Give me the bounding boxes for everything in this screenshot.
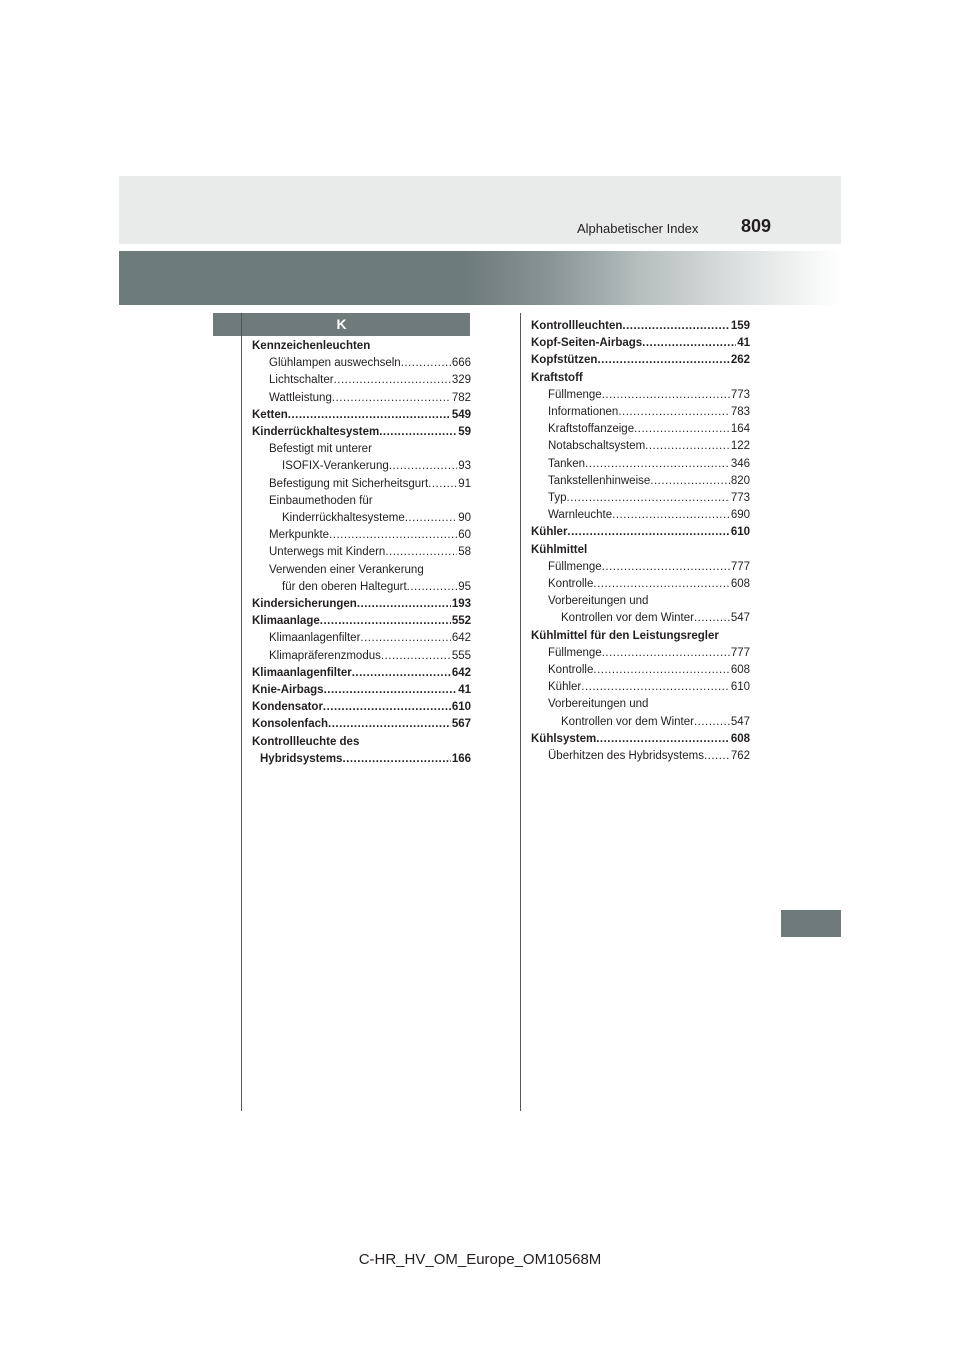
index-entry bbox=[252, 734, 471, 751]
index-entry-page: 60 bbox=[458, 529, 471, 542]
index-entry bbox=[252, 682, 471, 699]
index-entry-page: 41 bbox=[458, 684, 471, 697]
dot-leader bbox=[581, 679, 730, 696]
index-entry-label: Befestigung mit Sicherheitsgurt bbox=[269, 477, 429, 490]
index-entry-page: 610 bbox=[451, 701, 471, 714]
index-entry-label: Hybridsystems bbox=[260, 752, 343, 765]
dot-leader bbox=[324, 682, 458, 699]
chapter-side-tab bbox=[781, 910, 841, 937]
dot-leader bbox=[567, 524, 729, 541]
index-entry-label: Kondensator bbox=[252, 701, 323, 714]
index-entry-label: Einbaumethoden für bbox=[269, 494, 373, 507]
index-entry-page: 773 bbox=[730, 388, 750, 401]
index-entry-label: Überhitzen des Hybridsystems bbox=[548, 750, 704, 763]
index-entry-page: 193 bbox=[451, 598, 471, 611]
index-entry-page: 777 bbox=[730, 560, 750, 573]
dot-leader bbox=[401, 355, 451, 372]
index-entry-page: 262 bbox=[730, 354, 750, 367]
dot-leader bbox=[379, 424, 457, 441]
index-entry-label: Klimaanlagenfilter bbox=[269, 632, 361, 645]
index-entry bbox=[531, 748, 750, 765]
index-entry-page: 783 bbox=[730, 406, 750, 419]
dot-leader bbox=[320, 613, 451, 630]
dot-leader bbox=[288, 407, 451, 424]
index-entry-page: 122 bbox=[730, 440, 750, 453]
dot-leader bbox=[593, 662, 729, 679]
index-entry bbox=[531, 456, 750, 473]
index-entry bbox=[252, 716, 471, 733]
index-entry bbox=[531, 352, 750, 369]
index-entry-label: Klimapräferenzmodus bbox=[269, 649, 381, 662]
index-entry bbox=[252, 441, 471, 458]
index-entry-page: 555 bbox=[451, 649, 471, 662]
dot-leader bbox=[694, 714, 730, 731]
index-entry-label: Notabschaltsystem bbox=[548, 440, 646, 453]
index-entry-page: 552 bbox=[451, 615, 471, 628]
index-entry-label: Kühlmittel für den Leistungsregler bbox=[531, 629, 719, 642]
dot-leader bbox=[612, 507, 730, 524]
index-entry-label: Kraftstoffanzeige bbox=[548, 423, 635, 436]
index-entry-label: Kontrolle bbox=[548, 664, 594, 677]
index-entry-label: Kopfstützen bbox=[531, 354, 598, 367]
index-entry bbox=[252, 699, 471, 716]
index-entry-page: 59 bbox=[458, 426, 471, 439]
index-column-2 bbox=[531, 318, 750, 765]
index-entry-label: Kühlmittel bbox=[531, 543, 588, 556]
index-entry bbox=[531, 610, 750, 627]
index-entry-page: 642 bbox=[451, 666, 471, 679]
dot-leader bbox=[329, 527, 457, 544]
index-entry-label: Merkpunkte bbox=[269, 529, 330, 542]
dot-leader bbox=[342, 751, 450, 768]
index-entry bbox=[252, 562, 471, 579]
index-entry-page: 90 bbox=[458, 512, 471, 525]
index-entry-page: 91 bbox=[458, 477, 471, 490]
document-code-footer: C-HR_HV_OM_Europe_OM10568M bbox=[358, 1251, 602, 1268]
index-entry-label: Lichtschalter bbox=[269, 374, 334, 387]
index-entry-page: 93 bbox=[458, 460, 471, 473]
index-entry bbox=[252, 613, 471, 630]
chapter-gradient-bar bbox=[119, 251, 841, 305]
dot-leader bbox=[385, 544, 457, 561]
dot-leader bbox=[360, 630, 450, 647]
dot-leader bbox=[602, 645, 730, 662]
index-entry-page: 159 bbox=[730, 320, 750, 332]
dot-leader bbox=[593, 576, 729, 593]
index-entry-label: Kontrollen vor dem Winter bbox=[561, 715, 694, 728]
index-entry bbox=[252, 648, 471, 665]
index-entry bbox=[531, 421, 750, 438]
section-title: Alphabetischer Index bbox=[577, 221, 699, 236]
dot-leader bbox=[407, 579, 458, 596]
index-entry-label: Kontrollleuchte des bbox=[252, 735, 360, 748]
index-entry-page: 608 bbox=[730, 578, 750, 591]
header-band bbox=[119, 176, 841, 244]
index-entry-label: Knie-Airbags bbox=[252, 684, 324, 697]
index-entry-label: Kühler bbox=[548, 681, 582, 694]
index-entry-page: 95 bbox=[458, 580, 471, 593]
index-entry-label: Klimaanlage bbox=[252, 615, 320, 628]
index-entry bbox=[252, 390, 471, 407]
dot-leader bbox=[622, 318, 729, 335]
index-entry-label: Kinderrückhaltesysteme bbox=[282, 512, 405, 525]
index-entry-label: Klimaanlagenfilter bbox=[252, 666, 352, 679]
index-entry bbox=[252, 527, 471, 544]
index-entry-page: 346 bbox=[730, 457, 750, 470]
index-entry bbox=[252, 630, 471, 647]
dot-leader bbox=[352, 665, 451, 682]
index-entry-label: Kühler bbox=[531, 526, 568, 539]
index-entry-label: Kennzeichenleuchten bbox=[252, 340, 371, 352]
index-entry-label: Kontrollleuchten bbox=[531, 320, 623, 332]
index-entry-label: Füllmenge bbox=[548, 560, 602, 573]
index-entry bbox=[252, 544, 471, 561]
index-entry-label: Wattleistung bbox=[269, 391, 332, 404]
index-entry-label: Glühlampen auswechseln bbox=[269, 357, 401, 370]
dot-leader bbox=[389, 458, 457, 475]
dot-leader bbox=[567, 490, 730, 507]
index-entry bbox=[252, 596, 471, 613]
dot-leader bbox=[585, 456, 730, 473]
index-entry-label: Kindersicherungen bbox=[252, 598, 357, 611]
dot-leader bbox=[357, 596, 451, 613]
index-entry-page: 608 bbox=[730, 664, 750, 677]
index-entry-label: Verwenden einer Verankerung bbox=[269, 563, 424, 576]
index-entry bbox=[531, 559, 750, 576]
dot-leader bbox=[704, 748, 730, 765]
index-entry-label: Kontrollen vor dem Winter bbox=[561, 612, 694, 625]
index-entry-label: Befestigt mit unterer bbox=[269, 443, 372, 456]
index-entry-page: 777 bbox=[730, 646, 750, 659]
index-entry-page: 166 bbox=[451, 752, 471, 765]
index-entry bbox=[531, 542, 750, 559]
index-entry bbox=[531, 576, 750, 593]
index-entry-label: Ketten bbox=[252, 408, 288, 421]
index-entry bbox=[531, 507, 750, 524]
index-entry-label: Typ bbox=[548, 492, 567, 505]
index-entry-label: Konsolenfach bbox=[252, 718, 329, 731]
index-entry bbox=[531, 473, 750, 490]
index-entry bbox=[252, 372, 471, 389]
index-entry bbox=[252, 458, 471, 475]
index-entry-page: 782 bbox=[451, 391, 471, 404]
dot-leader bbox=[597, 352, 729, 369]
index-entry-label: Kontrolle bbox=[548, 578, 594, 591]
index-entry-page: 547 bbox=[730, 612, 750, 625]
index-entry-page: 610 bbox=[730, 681, 750, 694]
dot-leader bbox=[405, 510, 457, 527]
index-entry-label: Warnleuchte bbox=[548, 509, 613, 522]
index-entry-label: ISOFIX-Verankerung bbox=[282, 460, 389, 473]
dot-leader bbox=[602, 559, 730, 576]
index-entry-label: Unterwegs mit Kindern bbox=[269, 546, 386, 559]
index-entry-label: Tankstellenhinweise bbox=[548, 474, 651, 487]
index-entry bbox=[252, 665, 471, 682]
column-divider-left bbox=[241, 313, 242, 1111]
index-entry bbox=[252, 407, 471, 424]
dot-leader bbox=[323, 699, 451, 716]
index-entry bbox=[531, 335, 750, 352]
dot-leader bbox=[332, 390, 451, 407]
index-entry-label: Kopf-Seiten-Airbags bbox=[531, 337, 643, 350]
index-entry bbox=[252, 338, 471, 355]
index-entry-label: Vorbereitungen und bbox=[548, 595, 649, 608]
index-entry bbox=[252, 579, 471, 596]
index-entry bbox=[531, 714, 750, 731]
dot-leader bbox=[334, 372, 451, 389]
dot-leader bbox=[428, 476, 457, 493]
index-entry-label: Vorbereitungen und bbox=[548, 698, 649, 711]
index-entry-page: 642 bbox=[451, 632, 471, 645]
index-entry-page: 549 bbox=[451, 408, 471, 421]
dot-leader bbox=[328, 716, 451, 733]
index-entry-label: Informationen bbox=[548, 406, 619, 419]
index-entry bbox=[531, 438, 750, 455]
index-entry bbox=[531, 679, 750, 696]
index-entry-label: Kinderrückhaltesystem bbox=[252, 426, 380, 439]
index-entry-page: 690 bbox=[730, 509, 750, 522]
index-entry-page: 547 bbox=[730, 715, 750, 728]
index-entry bbox=[531, 593, 750, 610]
index-entry bbox=[531, 387, 750, 404]
dot-leader bbox=[650, 473, 730, 490]
dot-leader bbox=[634, 421, 730, 438]
index-entry-page: 41 bbox=[737, 337, 750, 350]
index-entry-page: 666 bbox=[451, 357, 471, 370]
index-entry bbox=[531, 628, 750, 645]
dot-leader bbox=[642, 335, 736, 352]
index-entry bbox=[252, 493, 471, 510]
index-entry-label: Kraftstoff bbox=[531, 371, 583, 384]
index-entry-page: 762 bbox=[730, 750, 750, 763]
index-entry bbox=[531, 318, 750, 335]
index-entry-page: 608 bbox=[730, 732, 750, 745]
index-entry bbox=[252, 510, 471, 527]
index-entry bbox=[531, 696, 750, 713]
index-column-1 bbox=[252, 338, 471, 768]
index-entry bbox=[531, 645, 750, 662]
index-entry-page: 773 bbox=[730, 492, 750, 505]
index-entry bbox=[252, 355, 471, 372]
dot-leader bbox=[645, 438, 730, 455]
index-entry bbox=[531, 731, 750, 748]
index-entry bbox=[252, 751, 471, 768]
index-entry-page: 329 bbox=[451, 374, 471, 387]
index-entry-page: 567 bbox=[451, 718, 471, 731]
index-entry-label: Füllmenge bbox=[548, 388, 602, 401]
dot-leader bbox=[618, 404, 729, 421]
column-divider-middle bbox=[520, 313, 521, 1111]
index-entry-page: 820 bbox=[730, 474, 750, 487]
index-entry bbox=[252, 476, 471, 493]
index-entry bbox=[531, 404, 750, 421]
index-entry bbox=[531, 370, 750, 387]
index-entry bbox=[531, 524, 750, 541]
page-number: 809 bbox=[741, 216, 772, 236]
section-letter-tab: K bbox=[213, 313, 470, 336]
index-entry-page: 58 bbox=[458, 546, 471, 559]
index-entry-page: 610 bbox=[730, 526, 750, 539]
dot-leader bbox=[694, 610, 730, 627]
index-entry-label: für den oberen Haltegurt bbox=[282, 580, 407, 593]
index-entry-label: Tanken bbox=[548, 457, 586, 470]
index-entry bbox=[252, 424, 471, 441]
index-entry bbox=[531, 662, 750, 679]
index-entry bbox=[531, 490, 750, 507]
dot-leader bbox=[596, 731, 730, 748]
index-entry-label: Füllmenge bbox=[548, 646, 602, 659]
dot-leader bbox=[381, 648, 451, 665]
index-entry-page: 164 bbox=[730, 423, 750, 436]
index-entry-label: Kühlsystem bbox=[531, 732, 597, 745]
dot-leader bbox=[602, 387, 730, 404]
